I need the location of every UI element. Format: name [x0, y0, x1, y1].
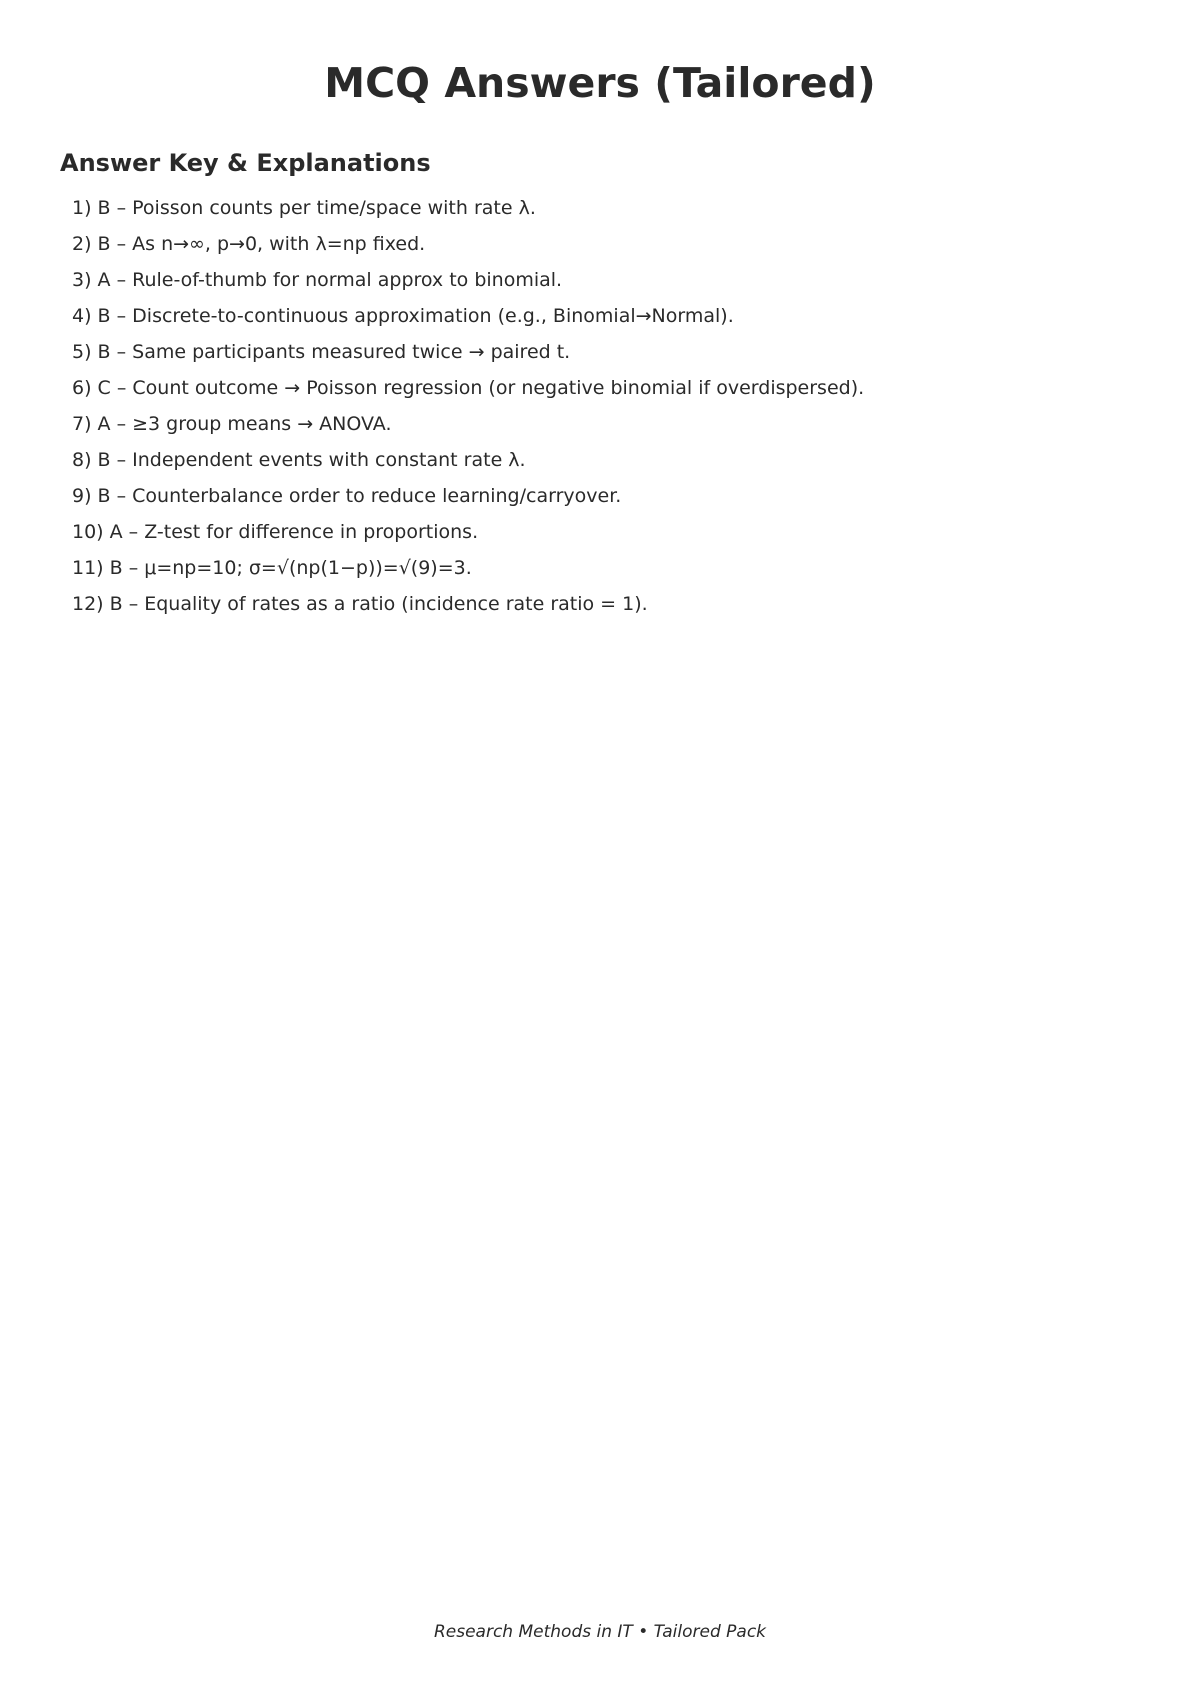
page-title: MCQ Answers (Tailored) — [324, 59, 876, 107]
answer-item-8: 8) B – Independent events with constant rate λ. — [72, 449, 526, 471]
answer-item-7: 7) A – ≥3 group means → ANOVA. — [72, 413, 392, 435]
answer-item-2: 2) B – As n→∞, p→0, with λ=np fixed. — [72, 233, 426, 255]
answer-item-6: 6) C – Count outcome → Poisson regression (or negative binomial if overdispersed). — [72, 377, 865, 399]
answer-item-4: 4) B – Discrete-to-continuous approximation (e.g., Binomial→Normal). — [72, 305, 734, 327]
page-footer: Research Methods in IT • Tailored Pack — [433, 1622, 767, 1642]
answer-item-10: 10) A – Z-test for difference in proportions. — [72, 521, 479, 543]
answer-item-3: 3) A – Rule-of-thumb for normal approx to binomial. — [72, 269, 563, 291]
section-heading: Answer Key & Explanations — [60, 149, 431, 177]
answer-item-5: 5) B – Same participants measured twice → paired t. — [72, 341, 571, 363]
answer-list — [72, 190, 864, 622]
answer-item-1: 1) B – Poisson counts per time/space with rate λ. — [72, 197, 536, 219]
answer-item-12: 12) B – Equality of rates as a ratio (incidence rate ratio = 1). — [72, 593, 648, 615]
answer-item-9: 9) B – Counterbalance order to reduce learning/carryover. — [72, 485, 622, 507]
answer-item-11: 11) B – μ=np=10; σ=√(np(1−p))=√(9)=3. — [72, 557, 472, 579]
